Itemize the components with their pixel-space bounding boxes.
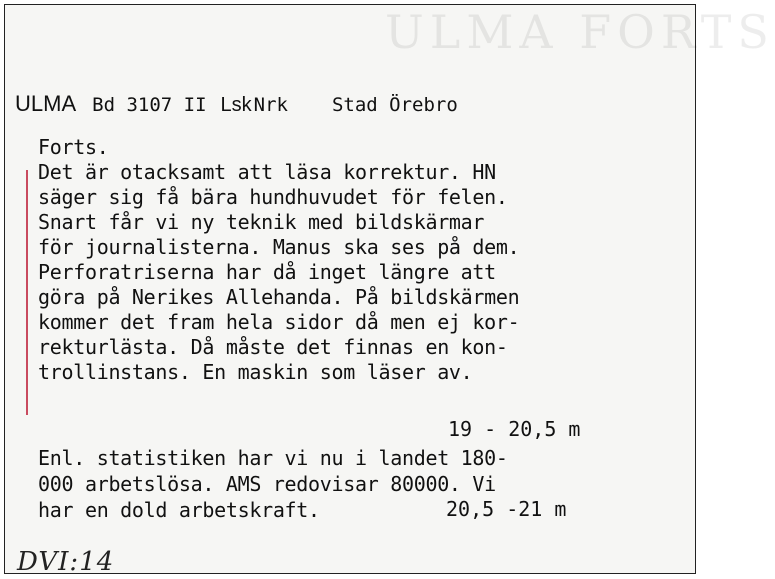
margin-mark: [26, 170, 28, 415]
text-line: Enl. statistiken har vi nu i landet 180-: [38, 446, 508, 470]
text-line: kommer det fram hela sidor då men ej kor-: [38, 310, 520, 334]
transcript-block-1: [38, 135, 519, 385]
timestamp-2: 20,5 -21 m: [446, 497, 567, 521]
text-line: Det är otacksamt att läsa korrektur. HN: [38, 160, 496, 184]
volume-number: Bd 3107 II: [92, 94, 207, 116]
text-line: Perforatriserna har då inget längre att: [38, 260, 496, 284]
text-line: göra på Nerikes Allehanda. På bildskärmen: [38, 285, 520, 309]
landskap-label: Lsk: [220, 94, 252, 116]
location: Stad Örebro: [331, 94, 458, 116]
text-line: Forts.: [38, 135, 109, 159]
archive-name: ULMA: [15, 91, 77, 116]
text-line: rekturlästa. Då måste det finnas en kon-: [38, 335, 508, 359]
text-line: Snart får vi ny teknik med bildskärmar: [38, 210, 485, 234]
text-line: har en dold arbetskraft.: [38, 498, 320, 522]
text-line: säger sig få bära hundhuvudet för felen.: [38, 185, 508, 209]
transcript-block-2: [38, 445, 508, 523]
text-line: 000 arbetslösa. AMS redovisar 80000. Vi: [38, 472, 496, 496]
show-through-text: ULMA FORTS: [385, 5, 775, 59]
archive-card: [4, 4, 775, 577]
handwritten-signature: DVI:14: [17, 547, 115, 577]
text-line: för journalisterna. Manus ska ses på dem.: [38, 235, 520, 259]
text-line: trollinstans. En maskin som läser av.: [38, 360, 473, 384]
timestamp-1: 19 - 20,5 m: [448, 417, 581, 441]
card-header: [15, 91, 458, 117]
landskap-value: Nrk: [253, 94, 288, 116]
